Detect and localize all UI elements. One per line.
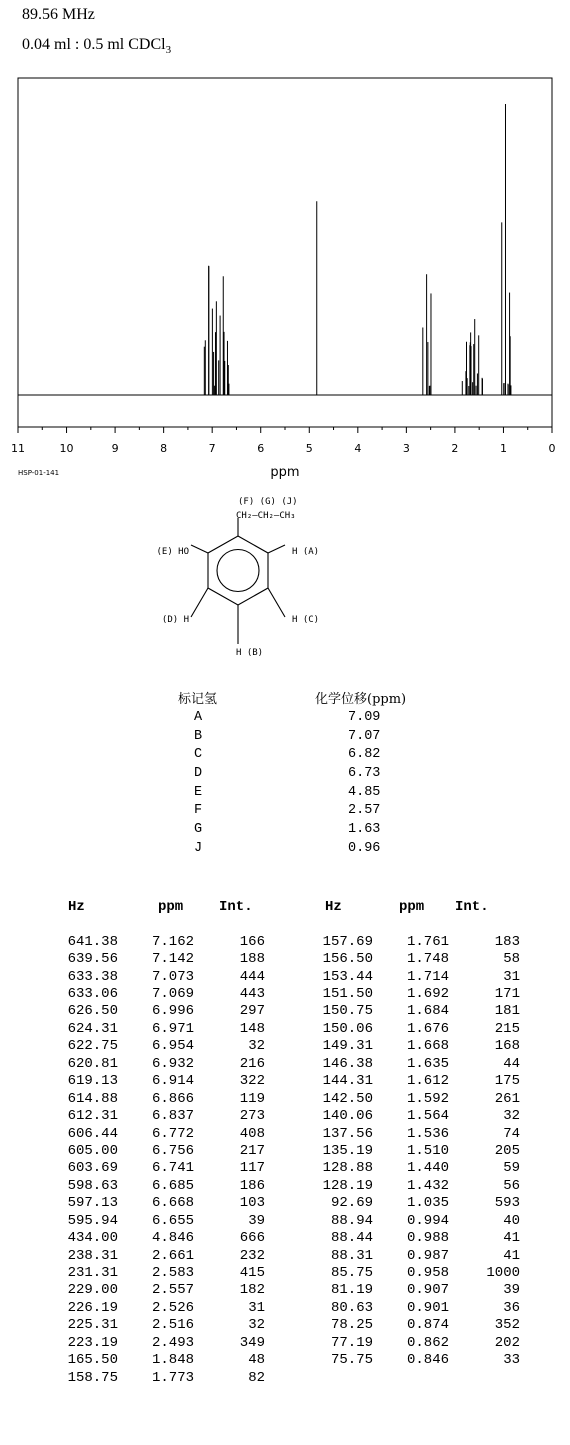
chemical-shift: 7.09	[348, 709, 381, 725]
hz-value: 88.31	[330, 1247, 373, 1264]
ppm-value: 1.692	[406, 986, 449, 1003]
ppm-value: 6.837	[151, 1108, 194, 1125]
assignment-rows	[150, 708, 450, 858]
hz-value: 633.06	[67, 986, 118, 1003]
intensity-value: 183	[494, 933, 520, 950]
peak-row	[295, 1352, 520, 1369]
hydrogen-label: D	[194, 765, 203, 781]
x-tick-label-10: 10	[59, 442, 74, 455]
intensity-value: 48	[248, 1352, 265, 1369]
ppm-value: 6.914	[151, 1073, 194, 1090]
hz-value: 128.88	[322, 1160, 373, 1177]
hz-value: 151.50	[322, 986, 373, 1003]
intensity-value: 119	[239, 1090, 265, 1107]
peak-row	[295, 1038, 520, 1055]
hz-value: 78.25	[330, 1317, 373, 1334]
hydrogen-label: C	[194, 747, 203, 763]
peak-row	[40, 1212, 265, 1229]
intensity-value: 166	[239, 933, 265, 950]
bond-h-c	[268, 588, 285, 617]
intensity-value: 217	[239, 1142, 265, 1159]
peak-row	[295, 1125, 520, 1142]
peak-row	[40, 1317, 265, 1334]
bond-oh	[191, 545, 208, 553]
intensity-value: 408	[239, 1125, 265, 1142]
intensity-value: 41	[503, 1230, 520, 1247]
hz-value: 624.31	[67, 1020, 118, 1037]
bond-h-a	[268, 545, 285, 553]
peak-table-left	[40, 897, 265, 1386]
ppm-value: 1.748	[406, 951, 449, 968]
hz-value: 88.94	[330, 1212, 373, 1229]
peak-row	[295, 1090, 520, 1107]
hz-value: 612.31	[67, 1108, 118, 1125]
assignment-row	[150, 820, 450, 839]
hz-value: 153.44	[322, 968, 373, 985]
solvent-text: 0.04 ml : 0.5 ml CDCl	[22, 36, 166, 53]
assignment-row	[150, 839, 450, 858]
spectrum-code: HSP-01-141	[18, 469, 60, 477]
peak-row	[40, 1247, 265, 1264]
ppm-value: 0.901	[406, 1299, 449, 1316]
propyl-chain: CH₂—CH₂—CH₃	[236, 511, 296, 521]
ppm-value: 7.162	[151, 933, 194, 950]
hydrogen-label: J	[194, 840, 203, 856]
peak-row	[40, 950, 265, 967]
ppm-value: 7.073	[151, 968, 194, 985]
intensity-value: 232	[239, 1247, 265, 1264]
peak-row	[40, 1003, 265, 1020]
hz-value: 226.19	[67, 1299, 118, 1316]
intensity-value: 74	[503, 1125, 520, 1142]
aromatic-circle	[217, 550, 259, 592]
hz-value: 150.06	[322, 1020, 373, 1037]
hz-value: 137.56	[322, 1125, 373, 1142]
intensity-value: 44	[503, 1055, 520, 1072]
assignment-row	[150, 783, 450, 802]
intensity-value: 33	[503, 1352, 520, 1369]
peak-row	[295, 985, 520, 1002]
peak-row	[40, 968, 265, 985]
intensity-value: 58	[503, 951, 520, 968]
ppm-value: 6.932	[151, 1055, 194, 1072]
x-tick-label-11: 11	[11, 442, 25, 455]
chemical-shift: 2.57	[348, 803, 381, 819]
ppm-value: 6.954	[151, 1038, 194, 1055]
ppm-value: 0.994	[406, 1212, 449, 1229]
peak-row	[295, 1160, 520, 1177]
ppm-value: 0.846	[406, 1352, 449, 1369]
ppm-value: 1.714	[406, 968, 449, 985]
intensity-value: 168	[494, 1038, 520, 1055]
plot-frame	[18, 78, 552, 427]
intensity-value: 216	[239, 1055, 265, 1072]
intensity-value: 56	[503, 1177, 520, 1194]
hz-value: 158.75	[67, 1369, 118, 1386]
ppm-value: 1.848	[151, 1352, 194, 1369]
peak-row	[40, 1195, 265, 1212]
peak-rows-right	[295, 933, 520, 1369]
peak-row	[40, 1055, 265, 1072]
peak-row	[40, 1125, 265, 1142]
ppm-value: 0.988	[406, 1230, 449, 1247]
ppm-value: 2.557	[151, 1282, 194, 1299]
ppm-value: 0.862	[406, 1334, 449, 1351]
chemical-shift: 6.73	[348, 765, 381, 781]
ppm-value: 6.685	[151, 1177, 194, 1194]
intensity-value: 215	[494, 1020, 520, 1037]
chemical-shift: 1.63	[348, 821, 381, 837]
ppm-header: ppm	[158, 899, 184, 915]
hydroxyl-label: (E) HO	[156, 547, 189, 557]
peak-row	[295, 968, 520, 985]
peak-row	[40, 1229, 265, 1246]
peak-row	[295, 1282, 520, 1299]
hz-value: 641.38	[67, 933, 118, 950]
ppm-value: 2.526	[151, 1299, 194, 1316]
hz-value: 149.31	[322, 1038, 373, 1055]
intensity-value: 205	[494, 1142, 520, 1159]
assignment-header-row	[150, 686, 450, 708]
peak-row	[295, 1073, 520, 1090]
benzene-ring	[208, 536, 268, 605]
ppm-value: 0.987	[406, 1247, 449, 1264]
intensity-value: 175	[494, 1073, 520, 1090]
hydrogen-label: F	[194, 803, 203, 819]
ppm-value: 6.741	[151, 1160, 194, 1177]
hz-value: 614.88	[67, 1090, 118, 1107]
x-tick-label-4: 4	[354, 442, 362, 455]
ppm-value: 0.907	[406, 1282, 449, 1299]
ppm-value: 1.612	[406, 1073, 449, 1090]
hz-value: 146.38	[322, 1055, 373, 1072]
peak-row	[40, 1369, 265, 1386]
peak-row	[40, 1090, 265, 1107]
x-tick-label-6: 6	[257, 442, 265, 455]
hz-value: 606.44	[67, 1125, 118, 1142]
assignment-row	[150, 727, 450, 746]
ppm-value: 2.583	[151, 1265, 194, 1282]
hz-value: 156.50	[322, 951, 373, 968]
hz-value: 92.69	[330, 1195, 373, 1212]
ppm-value: 1.432	[406, 1177, 449, 1194]
hz-value: 165.50	[67, 1352, 118, 1369]
hz-value: 622.75	[67, 1038, 118, 1055]
peak-row	[295, 1020, 520, 1037]
h-c-label: H (C)	[292, 615, 320, 625]
hz-value: 77.19	[330, 1334, 373, 1351]
peak-row	[40, 1038, 265, 1055]
hz-value: 595.94	[67, 1212, 118, 1229]
peak-row	[295, 1229, 520, 1246]
hz-value: 225.31	[67, 1317, 118, 1334]
x-axis-ticks	[11, 427, 556, 455]
intensity-value: 443	[239, 986, 265, 1003]
intensity-value: 39	[503, 1282, 520, 1299]
intensity-value: 36	[503, 1299, 520, 1316]
ppm-value: 1.035	[406, 1195, 449, 1212]
spectrum-peaks	[18, 104, 552, 395]
peak-row	[295, 950, 520, 967]
solvent-subscript: 3	[165, 44, 172, 57]
intensity-value: 39	[248, 1212, 265, 1229]
hz-value: 142.50	[322, 1090, 373, 1107]
intensity-value: 40	[503, 1212, 520, 1229]
hz-value: 238.31	[67, 1247, 118, 1264]
ppm-value: 6.996	[151, 1003, 194, 1020]
hydrogen-label: A	[194, 709, 203, 725]
hz-value: 231.31	[67, 1265, 118, 1282]
hydrogen-label: G	[194, 821, 203, 837]
assignment-row	[150, 745, 450, 764]
peak-row	[295, 1177, 520, 1194]
intensity-value: 1000	[486, 1265, 520, 1282]
ppm-value: 4.846	[151, 1230, 194, 1247]
ppm-value: 1.676	[406, 1020, 449, 1037]
x-tick-label-0: 0	[548, 442, 556, 455]
peak-row	[40, 1073, 265, 1090]
intensity-value: 349	[239, 1334, 265, 1351]
assignment-row	[150, 708, 450, 727]
ppm-value: 1.564	[406, 1108, 449, 1125]
chemical-shift: 4.85	[348, 784, 381, 800]
peak-row	[40, 1177, 265, 1194]
spectrometer-frequency: 89.56 MHz	[22, 6, 95, 23]
x-tick-label-2: 2	[451, 442, 459, 455]
intensity-value: 148	[239, 1020, 265, 1037]
peak-row	[40, 1142, 265, 1159]
intensity-value: 261	[494, 1090, 520, 1107]
hz-value: 603.69	[67, 1160, 118, 1177]
ppm-value: 1.668	[406, 1038, 449, 1055]
hydrogen-label: B	[194, 728, 203, 744]
chemical-shift: 6.82	[348, 747, 381, 763]
peak-row	[40, 1334, 265, 1351]
chemical-shift: 7.07	[348, 728, 381, 744]
assignment-row	[150, 764, 450, 783]
hz-value: 128.19	[322, 1177, 373, 1194]
hz-header: Hz	[68, 899, 85, 915]
hz-value: 144.31	[322, 1073, 373, 1090]
peak-table-right	[295, 897, 520, 1369]
intensity-value: 666	[239, 1230, 265, 1247]
intensity-value: 188	[239, 951, 265, 968]
int-header: Int.	[219, 899, 253, 915]
intensity-value: 182	[239, 1282, 265, 1299]
hz-value: 434.00	[67, 1230, 118, 1247]
peak-row	[295, 1107, 520, 1124]
x-tick-label-5: 5	[305, 442, 313, 455]
ppm-value: 1.592	[406, 1090, 449, 1107]
ppm-value: 1.440	[406, 1160, 449, 1177]
x-tick-label-3: 3	[402, 442, 410, 455]
x-axis-label: ppm	[270, 465, 300, 480]
intensity-value: 59	[503, 1160, 520, 1177]
ppm-value: 6.772	[151, 1125, 194, 1142]
ppm-value: 7.142	[151, 951, 194, 968]
intensity-value: 31	[248, 1299, 265, 1316]
peak-row	[40, 933, 265, 950]
ppm-header: ppm	[399, 899, 425, 915]
hz-value: 85.75	[330, 1265, 373, 1282]
ppm-value: 2.493	[151, 1334, 194, 1351]
x-tick-label-7: 7	[208, 442, 216, 455]
ppm-value: 1.684	[406, 1003, 449, 1020]
ppm-value: 2.516	[151, 1317, 194, 1334]
peak-row	[295, 1142, 520, 1159]
intensity-value: 415	[239, 1265, 265, 1282]
peak-row	[295, 1264, 520, 1281]
x-tick-label-1: 1	[499, 442, 507, 455]
int-header: Int.	[455, 899, 489, 915]
hz-value: 150.75	[322, 1003, 373, 1020]
h-a-label: H (A)	[292, 547, 320, 557]
peak-table-header	[295, 897, 520, 917]
peak-row	[40, 1352, 265, 1369]
intensity-value: 352	[494, 1317, 520, 1334]
ppm-value: 1.510	[406, 1142, 449, 1159]
intensity-value: 322	[239, 1073, 265, 1090]
hz-header: Hz	[325, 899, 342, 915]
intensity-value: 297	[239, 1003, 265, 1020]
peak-row	[295, 1299, 520, 1316]
chemical-shift: 0.96	[348, 840, 381, 856]
intensity-value: 593	[494, 1195, 520, 1212]
ppm-value: 1.761	[406, 933, 449, 950]
peak-table-header	[40, 897, 265, 917]
peak-row	[295, 933, 520, 950]
peak-row	[295, 1055, 520, 1072]
shift-assignment-table	[150, 686, 450, 858]
ppm-value: 1.536	[406, 1125, 449, 1142]
peak-row	[295, 1212, 520, 1229]
x-tick-label-8: 8	[160, 442, 168, 455]
intensity-value: 181	[494, 1003, 520, 1020]
intensity-value: 186	[239, 1177, 265, 1194]
intensity-value: 103	[239, 1195, 265, 1212]
peak-row	[40, 1299, 265, 1316]
peak-row	[295, 1334, 520, 1351]
hz-value: 626.50	[67, 1003, 118, 1020]
peak-row	[40, 1264, 265, 1281]
peak-row	[40, 1282, 265, 1299]
h-d-label: (D) H	[161, 615, 189, 625]
hydrogen-label: E	[194, 784, 203, 800]
assignment-header-label: 标记氢	[178, 691, 218, 707]
intensity-value: 171	[494, 986, 520, 1003]
hz-value: 597.13	[67, 1195, 118, 1212]
peak-row	[295, 1195, 520, 1212]
hz-value: 88.44	[330, 1230, 373, 1247]
hz-value: 619.13	[67, 1073, 118, 1090]
hz-value: 81.19	[330, 1282, 373, 1299]
ppm-value: 6.668	[151, 1195, 194, 1212]
ppm-value: 1.635	[406, 1055, 449, 1072]
hz-value: 598.63	[67, 1177, 118, 1194]
intensity-value: 444	[239, 968, 265, 985]
h-b-label: H (B)	[236, 648, 264, 658]
peak-rows-left	[40, 933, 265, 1386]
intensity-value: 41	[503, 1247, 520, 1264]
chain-position-labels: (F) (G) (J)	[238, 497, 298, 507]
hz-value: 135.19	[322, 1142, 373, 1159]
hz-value: 140.06	[322, 1108, 373, 1125]
hz-value: 157.69	[322, 933, 373, 950]
hz-value: 620.81	[67, 1055, 118, 1072]
ppm-value: 1.773	[151, 1369, 194, 1386]
hz-value: 605.00	[67, 1142, 118, 1159]
hz-value: 229.00	[67, 1282, 118, 1299]
peak-row	[40, 1160, 265, 1177]
intensity-value: 202	[494, 1334, 520, 1351]
intensity-value: 82	[248, 1369, 265, 1386]
hz-value: 223.19	[67, 1334, 118, 1351]
intensity-value: 273	[239, 1108, 265, 1125]
hz-value: 639.56	[67, 951, 118, 968]
ppm-value: 6.756	[151, 1142, 194, 1159]
ppm-value: 0.958	[406, 1265, 449, 1282]
peak-row	[295, 1003, 520, 1020]
hz-value: 633.38	[67, 968, 118, 985]
ppm-value: 6.971	[151, 1020, 194, 1037]
peak-row	[295, 1317, 520, 1334]
bond-h-d	[191, 588, 208, 617]
ppm-value: 6.866	[151, 1090, 194, 1107]
intensity-value: 32	[503, 1108, 520, 1125]
ppm-value: 6.655	[151, 1212, 194, 1229]
x-tick-label-9: 9	[111, 442, 119, 455]
peak-row	[40, 1020, 265, 1037]
intensity-value: 32	[248, 1317, 265, 1334]
peak-row	[295, 1247, 520, 1264]
assignment-header-shift: 化学位移(ppm)	[315, 691, 407, 707]
ppm-value: 2.661	[151, 1247, 194, 1264]
hz-value: 80.63	[330, 1299, 373, 1316]
intensity-value: 32	[248, 1038, 265, 1055]
ppm-value: 0.874	[406, 1317, 449, 1334]
assignment-row	[150, 801, 450, 820]
intensity-value: 31	[503, 968, 520, 985]
ppm-value: 7.069	[151, 986, 194, 1003]
peak-row	[40, 985, 265, 1002]
hz-value: 75.75	[330, 1352, 373, 1369]
peak-row	[40, 1107, 265, 1124]
intensity-value: 117	[239, 1160, 265, 1177]
